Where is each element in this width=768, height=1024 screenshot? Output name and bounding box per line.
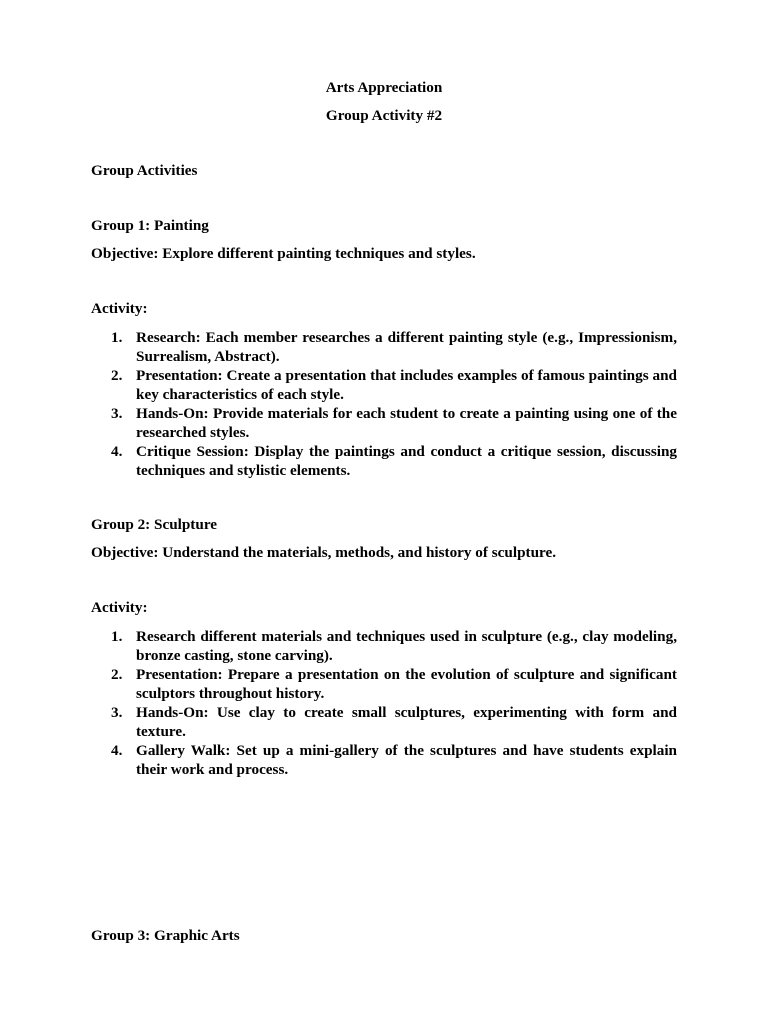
document-title: Arts Appreciation xyxy=(325,79,443,96)
list-item-number: 4. xyxy=(111,443,123,460)
list-item xyxy=(91,442,677,480)
group-1-activity-label: Activity: xyxy=(91,300,148,317)
document-subtitle: Group Activity #2 xyxy=(325,107,443,124)
group-2-heading: Group 2: Sculpture xyxy=(91,516,218,533)
list-item-number: 1. xyxy=(111,329,123,346)
list-item-text: Critique Session: Display the paintings and conduct a critique session, discussing techniques and stylistic elements. xyxy=(136,443,677,479)
list-item-number: 1. xyxy=(111,628,123,645)
list-item xyxy=(91,703,677,741)
list-item xyxy=(91,404,677,442)
group-1-objective: Objective: Explore different painting techniques and styles. xyxy=(91,245,476,262)
list-item-text: Gallery Walk: Set up a mini-gallery of the sculptures and have students explain their work and process. xyxy=(136,742,677,778)
group-2-objective: Objective: Understand the materials, methods, and history of sculpture. xyxy=(91,544,557,561)
list-item-text: Research: Each member researches a different painting style (e.g., Impressionism, Surrealism, Abstract). xyxy=(136,329,677,365)
list-item-text: Hands-On: Use clay to create small sculptures, experimenting with form and texture. xyxy=(136,704,677,740)
list-item-text: Hands-On: Provide materials for each student to create a painting using one of the researched styles. xyxy=(136,405,677,441)
list-item xyxy=(91,665,677,703)
list-item-number: 3. xyxy=(111,405,123,422)
group-2-activity-label: Activity: xyxy=(91,599,148,616)
group-1-activity-list xyxy=(91,328,677,480)
list-item-number: 2. xyxy=(111,367,123,384)
group-3-heading: Group 3: Graphic Arts xyxy=(91,927,240,944)
list-item-text: Research different materials and techniques used in sculpture (e.g., clay modeling, bronze casting, stone carving). xyxy=(136,628,677,664)
list-item-number: 4. xyxy=(111,742,123,759)
section-heading: Group Activities xyxy=(91,162,198,179)
group-1-heading: Group 1: Painting xyxy=(91,217,209,234)
list-item xyxy=(91,741,677,779)
list-item-text: Presentation: Create a presentation that includes examples of famous paintings and key characteristics of each style. xyxy=(136,367,677,403)
list-item-text: Presentation: Prepare a presentation on the evolution of sculpture and significant sculptors throughout history. xyxy=(136,666,677,702)
list-item xyxy=(91,328,677,366)
list-item-number: 3. xyxy=(111,704,123,721)
group-2-activity-list xyxy=(91,627,677,779)
list-item-number: 2. xyxy=(111,666,123,683)
list-item xyxy=(91,627,677,665)
list-item xyxy=(91,366,677,404)
